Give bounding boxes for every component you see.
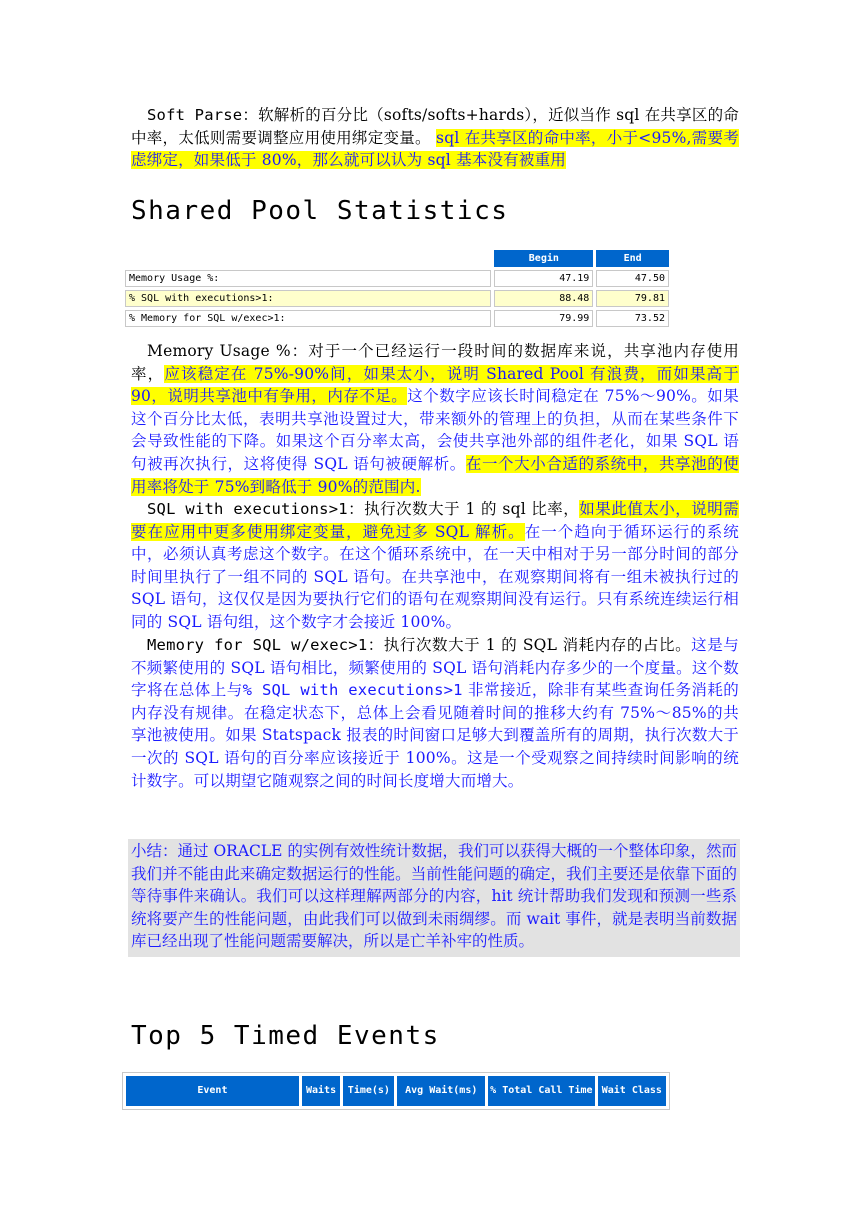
memory-usage-paragraph <box>131 340 739 498</box>
memory-usage-highlight-2: 在一个大小合适的系统中，共享池的使用率将处于 75%到略低于 90%的范围内. <box>131 454 740 496</box>
col-begin-header: Begin <box>494 250 593 267</box>
shared-pool-table <box>122 247 672 330</box>
sql-executions-body: 在一个趋向于循环运行的系统中，必须认真考虑这个数字。在这个循环系统中，在一天中相对于另一部分时间的部分时间里执行了一组不同的 SQL 语句。在共享池中，在观察期间将有一组未被执行过的 SQL 语句，这仅仅是因为要执行它们的语句在观察期间没有运行。只有系统连续运行相同的 SQL 语句组，这个数字才会接近 100%。 <box>131 522 739 631</box>
memory-for-sql-text: ：执行次数大于 1 的 SQL 消耗内存的占比。 <box>367 636 692 654</box>
col-avg-wait-header: Avg Wait(ms) <box>397 1076 485 1106</box>
memory-for-sql-label: Memory for SQL w/exec>1 <box>147 636 368 654</box>
row-end: 47.50 <box>596 270 669 287</box>
row-begin: 79.99 <box>494 310 593 327</box>
row-label: % Memory for SQL w/exec>1: <box>125 310 491 327</box>
sql-executions-label: SQL with executions>1 <box>147 500 348 518</box>
col-time-header: Time(s) <box>343 1076 394 1106</box>
soft-parse-highlight: sql 在共享区的命中率，小于<95%,需要考虑绑定，如果低于 80%，那么就可以认为 sql 基本没有被重用 <box>131 128 739 170</box>
memory-for-sql-code: % SQL with executions>1 <box>242 681 463 700</box>
col-wait-class-header: Wait Class <box>598 1076 666 1106</box>
top5-heading: Top 5 Timed Events <box>131 1021 440 1051</box>
memory-for-sql-body-2: 非常接近，除非有某些查询任务消耗的内存没有规律。在稳定状态下，总体上会看见随着时间的推移大约有 75%～85%的共享池被使用。如果 Statspack 报表的时间窗口足够大到覆盖所有的周期，执行次数大于一次的 SQL 语句的百分率应该接近于 100%。这是一个受观察之间持续时间影响的统计数字。可以期望它随观察之间的时间长度增大而增大。 <box>131 681 739 790</box>
row-end: 73.52 <box>596 310 669 327</box>
table-row <box>125 270 669 287</box>
sql-executions-highlight: 如果此值太小，说明需要在应用中更多使用绑定变量，避免过多 SQL 解析。 <box>131 500 739 541</box>
top5-header-row <box>126 1076 666 1106</box>
sql-executions-paragraph <box>131 498 739 634</box>
sql-executions-text: ：执行次数大于 1 的 sql 比率， <box>347 500 580 518</box>
summary-box: 小结：通过 ORACLE 的实例有效性统计数据，我们可以获得大概的一个整体印象，然而我们并不能由此来确定数据运行的性能。当前性能问题的确定，我们主要还是依靠下面的等待事件来确认。我们可以这样理解两部分的内容，hit 统计帮助我们发现和预测一些系统将要产生的性能问题，由此我们可以做到未雨绸缪。而 wait 事件，就是表明当前数据库已经出现了性能问题需要解决，所以是亡羊补牢的性质。 <box>128 839 740 957</box>
row-end: 79.81 <box>596 290 669 307</box>
table-row <box>125 310 669 327</box>
row-begin: 88.48 <box>494 290 593 307</box>
top5-table <box>122 1072 670 1110</box>
col-end-header: End <box>596 250 669 267</box>
table-row <box>125 290 669 307</box>
header-spacer <box>125 250 491 267</box>
shared-pool-heading: Shared Pool Statistics <box>131 196 509 226</box>
row-label: % SQL with executions>1: <box>125 290 491 307</box>
row-label: Memory Usage %: <box>125 270 491 287</box>
col-event-header: Event <box>126 1076 299 1106</box>
memory-for-sql-body: 这是与不频繁使用的 SQL 语句相比，频繁使用的 SQL 语句消耗内存多少的一个度量。这个数字将在总体上与 <box>131 636 739 700</box>
memory-for-sql-paragraph <box>131 634 739 792</box>
col-waits-header: Waits <box>302 1076 340 1106</box>
soft-parse-paragraph <box>131 104 739 172</box>
soft-parse-text: ：软解析的百分比（softs/softs+hards），近似当作 sql 在共享区的命中率，太低则需要调整应用使用绑定变量。 <box>131 106 739 147</box>
soft-parse-label: Soft Parse <box>147 106 243 124</box>
memory-usage-body: 这个数字应该长时间稳定在 75%～90%。如果这个百分比太低，表明共享池设置过大，带来额外的管理上的负担，从而在某些条件下会导致性能的下降。如果这个百分率太高，会使共享池外部的组件老化，如果 SQL 语句被再次执行，这将使得 SQL 语句被硬解析。 <box>131 387 739 473</box>
memory-usage-label: Memory Usage % <box>147 342 291 360</box>
col-total-call-header: % Total Call Time <box>488 1076 595 1106</box>
shared-pool-header-row <box>125 250 669 267</box>
row-begin: 47.19 <box>494 270 593 287</box>
memory-usage-text: ：对于一个已经运行一段时间的数据库来说，共享池内存使用率， <box>131 342 739 383</box>
memory-usage-highlight-1: 应该稳定在 75%-90%间，如果太小，说明 Shared Pool 有浪费，而如果高于 90，说明共享池中有争用，内存不足。 <box>131 364 739 406</box>
